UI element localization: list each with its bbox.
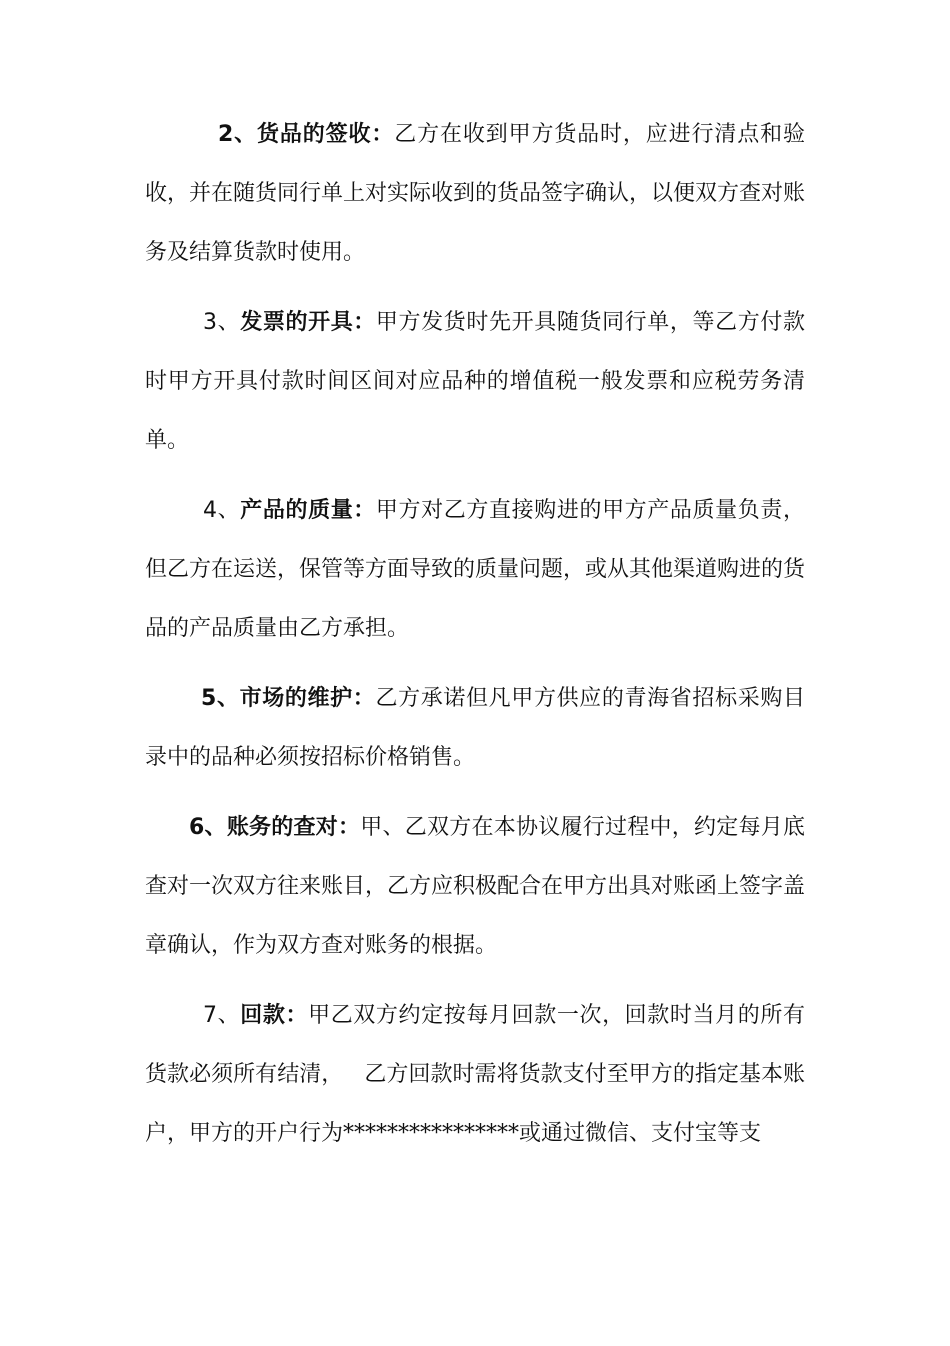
clause-heading: 产品的质量： (240, 498, 376, 523)
document-body (145, 105, 805, 1174)
clause-paragraph-3 (145, 293, 805, 470)
clause-heading: 账务的查对： (226, 815, 361, 840)
clause-number: 6、 (189, 815, 227, 840)
clause-text: 甲方发货时先开具随货同行单，等乙方付款时甲方开具付款时间区间对应品种的增值税一般发票和应税劳务清单。 (145, 310, 805, 453)
clause-paragraph-2 (145, 105, 805, 282)
clause-text: 乙方承诺但凡甲方供应的青海省招标采购目录中的品种必须按招标价格销售。 (145, 686, 805, 770)
clause-paragraph-5 (145, 669, 805, 787)
clause-text: 甲、乙双方在本协议履行过程中，约定每月底查对一次双方往来账目，乙方应积极配合在甲方出具对账函上签字盖章确认，作为双方查对账务的根据。 (145, 815, 806, 958)
clause-number: 5、 (201, 686, 240, 711)
clause-text: 甲乙双方约定按每月回款一次，回款时当月的所有货款必须所有结清， 乙方回款时需将货款支付至甲方的指定基本账户，甲方的开户行为****************或通过微信、支付宝等支 (145, 1003, 805, 1146)
clause-text: 乙方在收到甲方货品时，应进行清点和验收，并在随货同行单上对实际收到的货品签字确认，以便双方查对账务及结算货款时使用。 (145, 122, 806, 265)
clause-number: 2、 (218, 122, 258, 147)
clause-number: 7、 (203, 1003, 241, 1028)
clause-heading: 回款： (240, 1003, 309, 1028)
clause-paragraph-7 (145, 986, 805, 1163)
clause-paragraph-4 (145, 481, 805, 658)
clause-number: 4、 (203, 498, 241, 523)
clause-paragraph-6 (145, 798, 805, 975)
clause-text: 甲方对乙方直接购进的甲方产品质量负责，但乙方在运送，保管等方面导致的质量问题，或从其他渠道购进的货品的产品质量由乙方承担。 (145, 498, 806, 641)
clause-heading: 货品的签收： (257, 122, 395, 147)
clause-number: 3、 (203, 310, 241, 335)
clause-heading: 发票的开具： (240, 310, 376, 335)
clause-heading: 市场的维护： (239, 686, 376, 711)
